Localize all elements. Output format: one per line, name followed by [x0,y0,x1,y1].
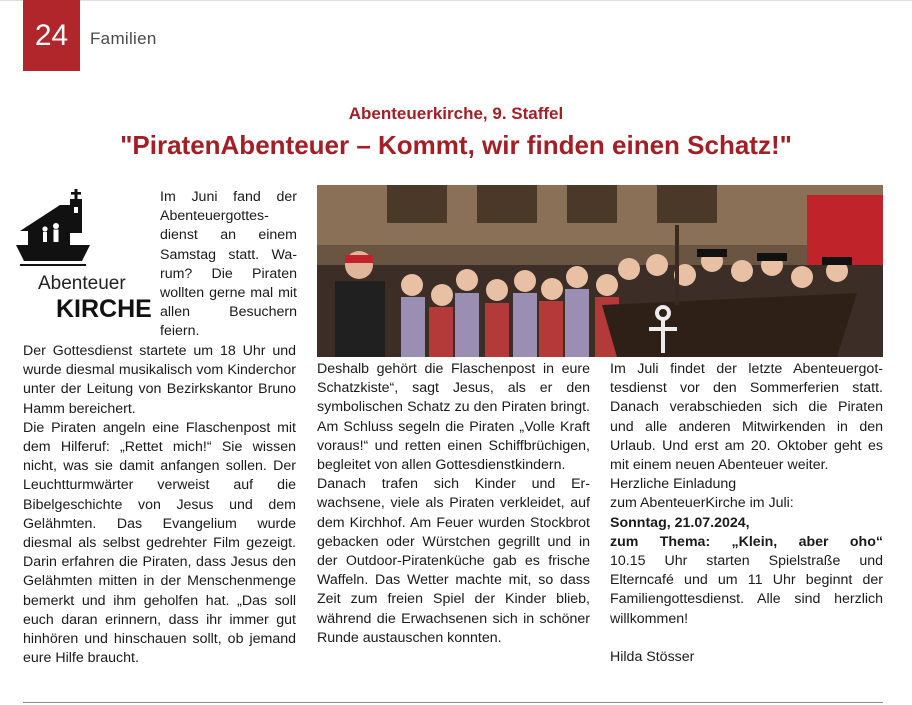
article-subtitle: Abenteuerkirche, 9. Staffel [348,104,564,123]
col1-paragraph-2: Die Piraten angeln eine Flaschenpost mit dem Hilferuf: „Rettet mich!“ Sie wissen nicht, was sie damit anfangen sollen. Der Leuchtturmwärter verweist auf die Bibelgeschichte von Jesus und dem Gelähmten. Das Evangelium wurde diesmal als selbst gedrehter Film gezeigt. Darin erfahren die Piraten, dass Jesus den Gelähmten mitten in der Menschenmenge bemerkt und ihm geholfen hat. „Das soll euch daran erinnern, dass ihr immer gut hinhören und hinschauen sollt, ob jemand eure Hilfe braucht. [23,419,296,667]
intro-paragraph [160,188,297,342]
invitation-line-2: zum AbenteuerKirche im Juli: [610,495,794,512]
logo-word-abenteuer: Abenteuer [38,273,126,294]
article-title: "PiratenAbenteuer – Kommt, wir finden einen Schatz!" [120,130,792,160]
col1-paragraph-1: Der Gottesdienst startete um 18 Uhr und wurde diesmal musikalisch vom Kinderchor unter der Leitung von Bezirkskantor Bruno Hamm bereichert. [23,343,296,417]
spacer [610,629,883,648]
page-number: 24 [23,0,80,71]
church-ship-icon [16,189,90,265]
column-1 [23,342,296,668]
col2-paragraph-1: Deshalb gehört die Flaschenpost in eure Schatzkiste“, sagt Jesus, als er den symbolischen Schatz zu den Piraten bringt. Am Schluss segeln die Piraten „Volle Kraft voraus!“ und retten einen Schiffbrüchigen, begleitet von allen Gottesdienstkindern. [317,361,590,474]
invitation-line-1: Herzliche Einladung [610,476,737,493]
author-name: Hilda Stösser [610,648,695,665]
bottom-rule [23,702,883,703]
col3-paragraph-1: Im Juli findet der letzte Abenteuergottesdienst vor den Sommerferien statt. Danach verabschieden sich die Piraten und alle anderen Mitwirkenden in den Urlaub. Und erst am 20. Oktober geht es mit einem neuen Abenteuer weiter. [610,361,883,474]
section-title: Familien [90,29,157,48]
pirates-children-photo [317,185,883,357]
abenteuerkirche-logo [14,185,154,325]
event-theme: zum Thema: „Klein, aber oho“ [610,533,883,550]
logo-word-kirche: KIRCHE [56,295,152,323]
column-2 [317,360,590,648]
top-rule [0,0,912,1]
event-date: Sonntag, 21.07.2024, [610,514,750,531]
col2-paragraph-2: Danach trafen sich Kinder und Erwachsene, viele als Piraten verkleidet, auf dem Kirchhof. Am Feuer wurden Stockbrot gebacken oder Würstchen gegrillt und in der Outdoor-Piratenküche gab es frische Waffeln. Das Wetter machte mit, so dass Zeit zum freien Spiel der Kinder blieb, während die Erwachsenen sich in schöner Runde austauschen konnten. [317,476,590,646]
intro-text: Im Juni fand der Abenteuergottesdienst an einem Samstag statt. Warum? Die Piraten wollten gerne mal mit allen Besuchern feiern. [160,189,297,340]
col3-paragraph-2: 10.15 Uhr starten Spielstraße und Elterncafé und um 11 Uhr beginnt der Familiengottesdienst. Alle sind herzlich willkommen! [610,553,883,627]
column-3 [610,360,883,667]
